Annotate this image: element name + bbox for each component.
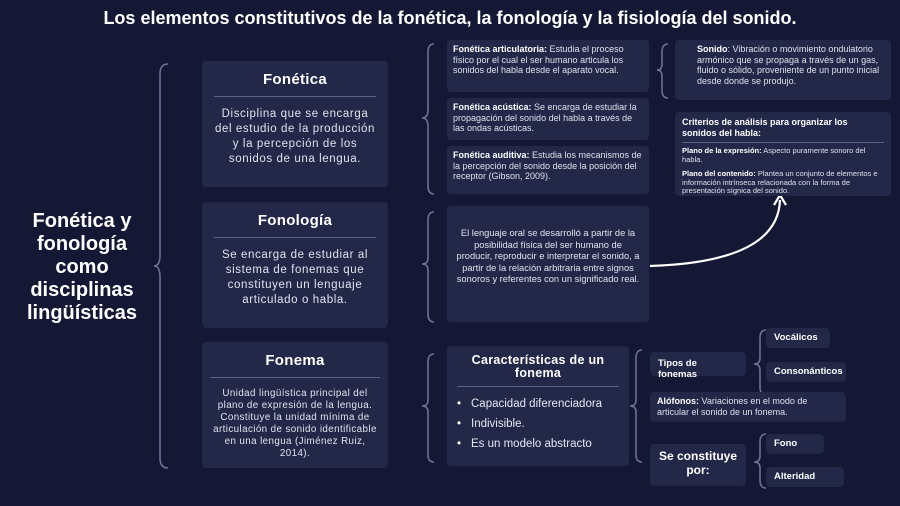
fonetica-brace [422,44,434,194]
consonanticos-box: Consonánticos [766,362,846,382]
constituye-brace [754,434,766,488]
criterio-contenido-text: Plantea un conjunto de elementos e información intrínseca relacionada con la forma de presentación sígnica del sonido. [682,169,878,196]
alofonos-text: Variaciones en el modo de articular el sonido de un fonema. [657,396,808,417]
constituye-box: Se constituye por: [650,444,746,486]
criterios-divider [682,142,884,143]
criterio-expresion-text: Aspecto puramente sonoro del habla. [682,146,866,164]
fonetica-divider [214,96,376,97]
fonema-brace [422,354,434,462]
auditiva-term: Fonética auditiva: [453,150,530,160]
auditiva-text: Estudia los mecanismos de la percepción del sonido desde la posición del receptor (Gibson, 2009). [453,150,642,181]
sonido-box [675,40,891,100]
caracteristicas-list [457,397,619,451]
sonido-term: Sonido [697,44,728,54]
criterio-expresion [682,147,884,164]
caracteristicas-brace [630,350,642,462]
acustica-term: Fonética acústica: [453,102,532,112]
sonido-brace [657,44,668,98]
fonema-heading: Fonema [265,352,325,369]
tipos-brace [754,330,766,394]
tipos-fonemas-box: Tipos de fonemas [650,352,746,376]
fonetica-articulatoria-box [447,40,649,92]
fonetica-body: Disciplina que se encarga del estudio de la producción y la percepción de los sonidos de una lengua. [214,108,375,165]
fonetica-heading: Fonética [262,71,328,88]
fono-box: Fono [766,434,824,454]
fonetica-card [202,61,388,187]
criterio-contenido-term: Plano del contenido: [682,169,756,179]
fonema-card [202,342,388,468]
caracteristica-item: • Capacidad diferenciadora [457,397,619,411]
vocalicos-box: Vocálicos [766,328,830,348]
alteridad-box: Alteridad [766,467,844,487]
articulatoria-text: Estudia el proceso físico por el cual el ser humano articula los sonidos del habla desde el aparato vocal. [453,44,624,75]
caracteristicas-box [447,346,629,466]
fonologia-heading: Fonología [257,212,333,229]
fonologia-card [202,202,388,328]
sonido-text: : Vibración o movimiento ondulatorio armónico que se propaga a través de un gas, fluido o sólido, proveniente de un punto inicial desde donde se produjo. [697,44,880,86]
fonetica-auditiva-box [447,146,649,194]
fonetica-acustica-box [447,98,649,140]
articulatoria-term: Fonética articulatoria: [453,44,548,54]
fonologia-brace [422,212,434,322]
fonologia-body: Se encarga de estudiar al sistema de fonemas que constituyen un lenguaje articulado o habla. [221,249,369,306]
page-title: Los elementos constitutivos de la fonética, la fonología y la fisiología del sonido. [103,8,797,28]
criterios-heading: Criterios de análisis para organizar los sonidos del habla: [682,117,848,138]
main-topic: Fonética y fonología como disciplinas lingüísticas [26,210,138,324]
caracteristica-item: • Indivisible. [457,417,619,431]
caracteristicas-divider [457,386,619,387]
acustica-text: Se encarga de estudiar la propagación del sonido del habla a través de las ondas acústicas. [453,102,637,133]
arrow-to-criterios [650,200,780,266]
lenguaje-oral-box: El lenguaje oral se desarrolló a partir de la posibilidad física del ser humano de producir, reproducir e interpretar el sonido, a partir de la relación arbitraria entre signos sonoros y referentes con un significado real. [447,206,649,322]
criterio-expresion-term: Plano de la expresión: [682,146,762,155]
criterios-box [675,112,891,196]
caracteristica-item: • Es un modelo abstracto [457,437,619,451]
criterio-contenido [682,170,884,196]
fonema-body: Unidad lingüística principal del plano de expresión de la lengua. Constituye la unidad mínima de articulación de sonido identificable en una lengua (Jiménez Ruiz, 2014). [213,388,377,459]
alofonos-box [650,392,846,422]
fonema-divider [210,377,380,378]
alofonos-term: Alófonos: [657,396,699,406]
main-brace [154,64,168,468]
caracteristicas-heading: Características de un fonema [471,353,605,380]
fonologia-divider [214,237,376,238]
